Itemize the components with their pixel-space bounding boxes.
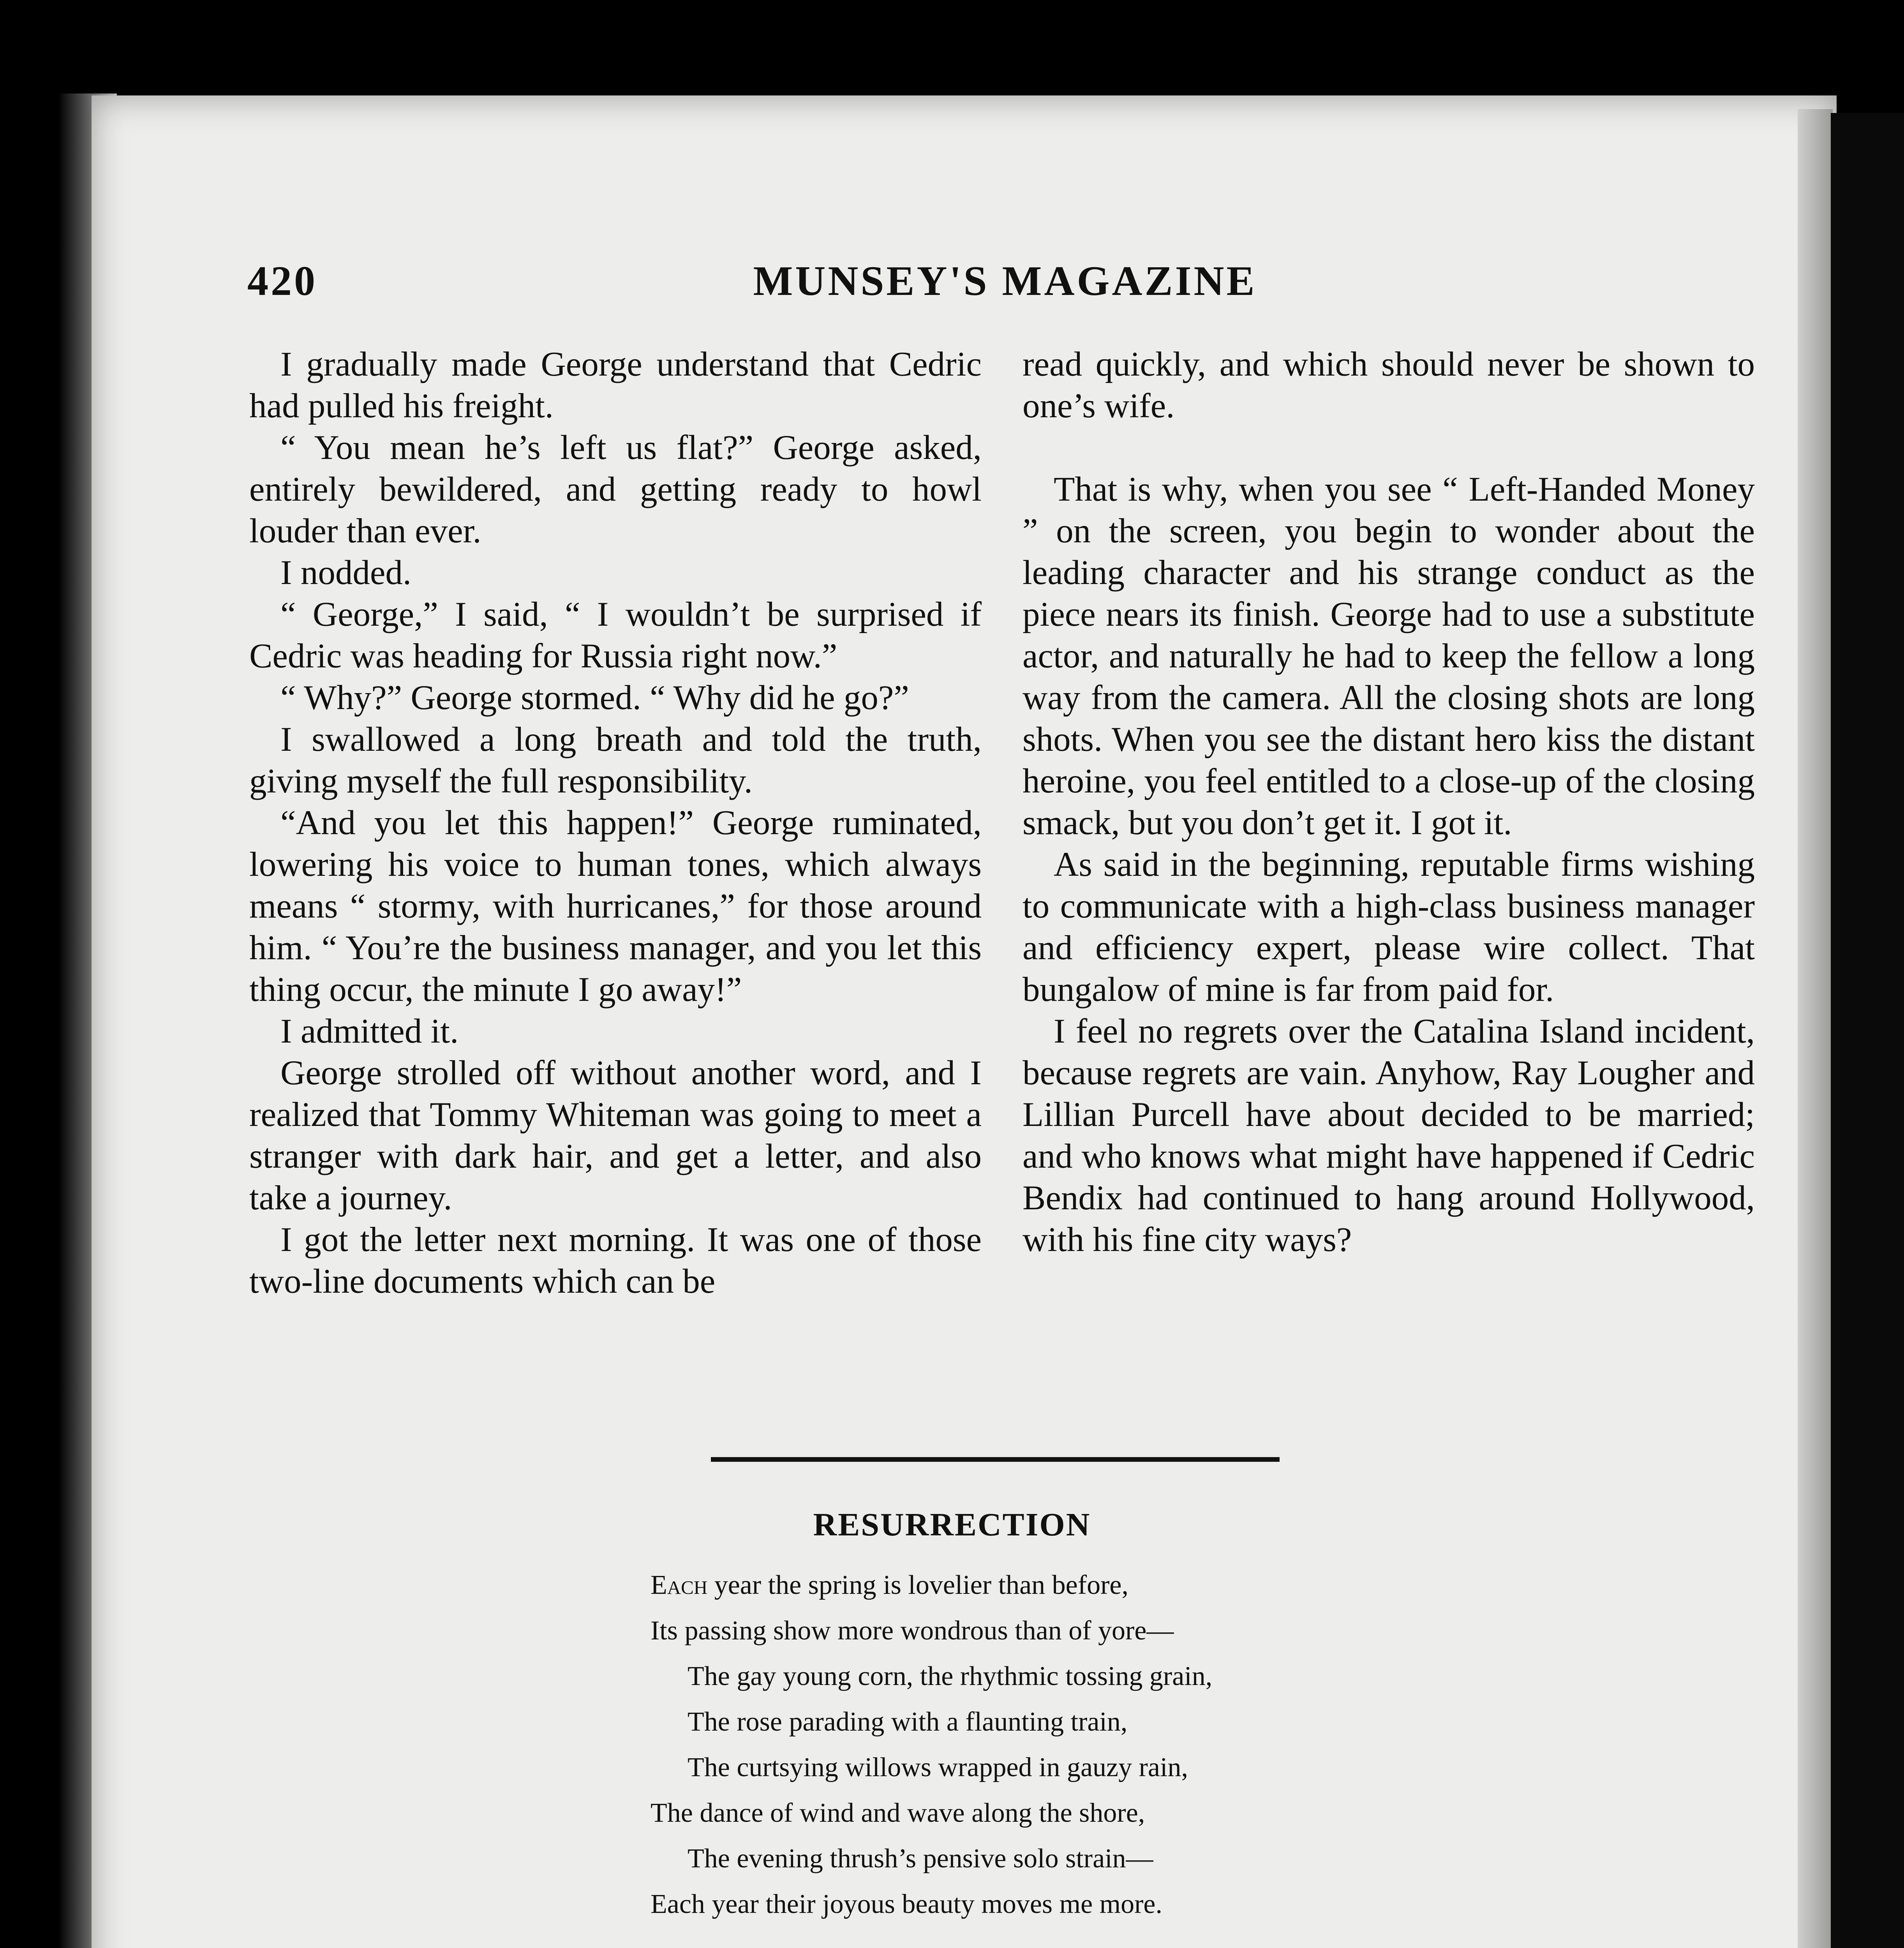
paragraph: I admitted it. bbox=[280, 1012, 459, 1050]
poem-line: The gay young corn, the rhythmic tossing grain, bbox=[688, 1661, 1213, 1691]
left-text-column bbox=[249, 344, 982, 1302]
paragraph: “ George,” I said, “ I wouldn’t be surprised if Cedric was heading for Russia right now.” bbox=[249, 595, 982, 675]
poem-stanza bbox=[651, 1944, 1702, 1948]
scan-border bbox=[1831, 113, 1904, 1948]
paragraph: read quickly, and which should never be shown to one’s wife. bbox=[1023, 345, 1755, 425]
poem-line: Its passing show more wondrous than of yore— bbox=[651, 1616, 1174, 1646]
magazine-title: MUNSEY'S MAGAZINE bbox=[753, 258, 1257, 304]
poem-title: RESURRECTION bbox=[813, 1507, 1091, 1543]
poem bbox=[651, 1562, 1702, 1948]
poem-line: Each year their joyous beauty moves me more. bbox=[651, 1889, 1163, 1919]
paragraph: “ Why?” George stormed. “ Why did he go?” bbox=[280, 679, 909, 717]
paragraph: As said in the beginning, reputable firms wishing to communicate with a high-class business manager and efficiency expert, please wire collect. That bungalow of mine is far from paid for. bbox=[1023, 845, 1755, 1009]
poem-line: The evening thrush’s pensive solo strain— bbox=[688, 1844, 1153, 1874]
poem-line bbox=[651, 1944, 1702, 1948]
page-number: 420 bbox=[247, 258, 317, 304]
right-text-column bbox=[1023, 344, 1755, 1261]
poem-line-text: year the spring is lovelier than before, bbox=[707, 1570, 1128, 1600]
paragraph: “ You mean he’s left us flat?” George asked, entirely bewildered, and getting ready to howl louder than ever. bbox=[249, 429, 982, 550]
poem-line: The dance of wind and wave along the shore, bbox=[651, 1798, 1145, 1828]
paragraph: I got the letter next morning. It was one of those two-line documents which can be bbox=[249, 1221, 982, 1300]
paragraph: I feel no regrets over the Catalina Island incident, because regrets are vain. Anyhow, Ray Lougher and Lillian Purcell have about decided to be married; and who knows what might have happened if Cedric Bendix had continued to hang around Hollywood, with his fine city ways? bbox=[1023, 1012, 1755, 1259]
poem-line: The curtsying willows wrapped in gauzy rain, bbox=[688, 1752, 1188, 1782]
running-head bbox=[247, 257, 1763, 319]
paragraph: I nodded. bbox=[280, 554, 412, 592]
poem-line: The rose parading with a flaunting train, bbox=[688, 1707, 1128, 1737]
paragraph: George strolled off without another word, and I realized that Tommy Whiteman was going to meet a stranger with dark hair, and get a letter, and also take a journey. bbox=[249, 1054, 982, 1217]
paragraph: I swallowed a long breath and told the truth, giving myself the full responsibility. bbox=[249, 720, 982, 800]
paragraph: I gradually made George understand that Cedric had pulled his freight. bbox=[249, 345, 982, 425]
paragraph: That is why, when you see “ Left-Handed Money ” on the screen, you begin to wonder about the leading character and his strange conduct as the piece nears its finish. George had to use a substitute actor, and naturally he had to keep the fellow a long way from the camera. All the closing shots are long shots. When you see the distant hero kiss the distant heroine, you feel entitled to a close-up of the closing smack, but you don’t get it. I got it. bbox=[1023, 470, 1755, 842]
poem-first-word: Each bbox=[651, 1570, 708, 1600]
poem-stanza bbox=[651, 1562, 1702, 1927]
section-divider bbox=[711, 1457, 1280, 1462]
poem-line bbox=[651, 1562, 1702, 1608]
paragraph: “And you let this happen!” George ruminated, lowering his voice to human tones, which always means “ stormy, with hurricanes,” for those around him. “ You’re the business manager, and you let this thing occur, the minute I go away!” bbox=[249, 804, 982, 1009]
next-page-edge bbox=[1798, 109, 1833, 1948]
